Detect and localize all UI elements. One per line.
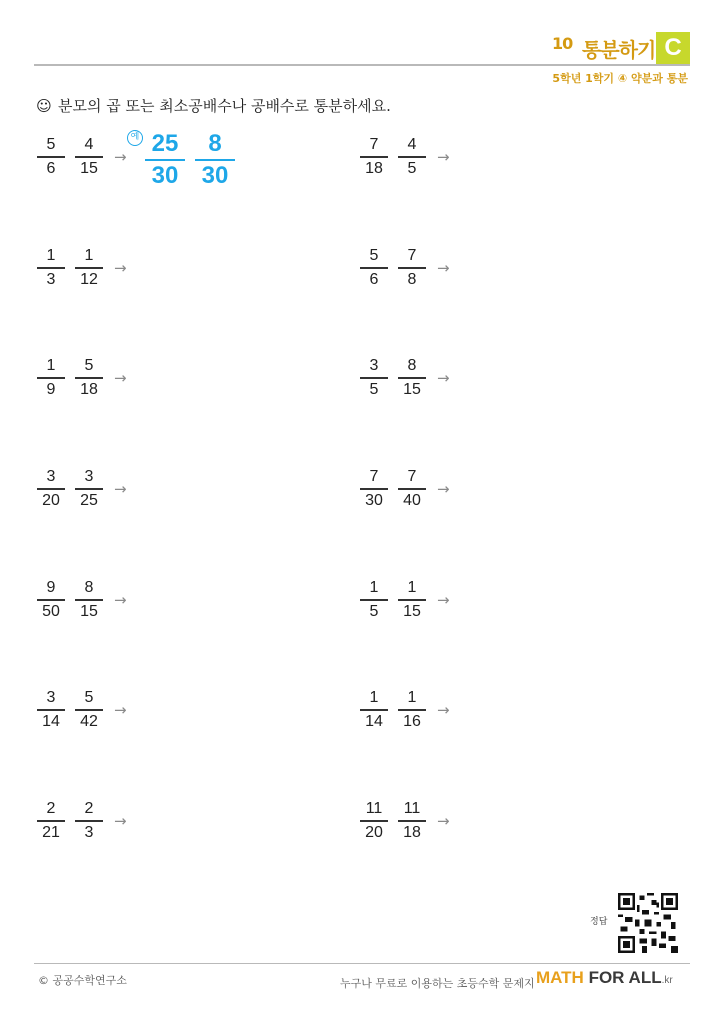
denominator: 30 [201, 162, 229, 189]
smiley-icon: ☺ [36, 97, 52, 115]
numerator: 7 [407, 247, 417, 265]
fraction-bar [37, 709, 65, 711]
numerator: 7 [369, 468, 379, 486]
example-mark: 예 [127, 130, 143, 146]
fraction [74, 246, 104, 290]
fraction [36, 135, 66, 179]
arrow-icon: → [437, 259, 450, 277]
fraction-bar [398, 267, 426, 269]
fraction-bar [37, 599, 65, 601]
arrow-icon: → [114, 812, 127, 830]
qr-code-icon[interactable] [618, 893, 678, 953]
fraction-bar [360, 377, 388, 379]
numerator: 9 [46, 579, 56, 597]
fraction-bar [398, 488, 426, 490]
fraction-bar [75, 156, 103, 158]
denominator: 40 [403, 491, 421, 509]
problem-right-4 [359, 465, 450, 513]
denominator: 15 [80, 159, 98, 177]
denominator: 14 [42, 712, 60, 730]
fraction [36, 356, 66, 400]
fraction [36, 246, 66, 290]
denominator: 21 [42, 823, 60, 841]
fraction-bar [360, 820, 388, 822]
numerator: 5 [84, 357, 94, 375]
instruction [36, 95, 391, 116]
numerator: 8 [407, 357, 417, 375]
numerator: 8 [208, 130, 222, 157]
level-badge: C [656, 32, 690, 64]
numerator: 3 [46, 689, 56, 707]
denominator: 14 [365, 712, 383, 730]
fraction-bar [75, 599, 103, 601]
brand-domain: .kr [661, 975, 673, 986]
fraction [397, 135, 427, 179]
denominator: 18 [403, 823, 421, 841]
denominator: 25 [80, 491, 98, 509]
arrow-icon: → [437, 591, 450, 609]
fraction-bar [37, 488, 65, 490]
arrow-icon: → [114, 259, 127, 277]
fraction [74, 688, 104, 732]
numerator: 8 [84, 579, 94, 597]
denominator: 3 [46, 270, 56, 288]
problem-right-7 [359, 797, 450, 845]
problem-right-5 [359, 576, 450, 624]
problem-left-7 [36, 797, 127, 845]
numerator: 2 [46, 800, 56, 818]
numerator: 7 [407, 468, 417, 486]
denominator: 12 [80, 270, 98, 288]
fraction [36, 578, 66, 622]
fraction [36, 688, 66, 732]
problem-right-3 [359, 354, 450, 402]
fraction-bar [195, 159, 235, 161]
numerator: 3 [84, 468, 94, 486]
numerator: 4 [84, 136, 94, 154]
fraction-bar [360, 709, 388, 711]
problem-left-6 [36, 686, 127, 734]
numerator: 5 [369, 247, 379, 265]
fraction-bar [398, 820, 426, 822]
problem-right-1 [359, 133, 450, 181]
numerator: 3 [46, 468, 56, 486]
fraction-bar [398, 599, 426, 601]
numerator: 11 [403, 800, 421, 818]
numerator: 1 [369, 579, 379, 597]
copyright: © 공공수학연구소 [38, 974, 127, 987]
fraction [74, 578, 104, 622]
numerator: 1 [407, 579, 417, 597]
arrow-icon: → [114, 369, 127, 387]
denominator: 42 [80, 712, 98, 730]
fraction [397, 688, 427, 732]
numerator: 2 [84, 800, 94, 818]
numerator: 7 [369, 136, 379, 154]
numerator: 1 [407, 689, 417, 707]
fraction [36, 467, 66, 511]
problem-left-5 [36, 576, 127, 624]
numerator: 1 [84, 247, 94, 265]
denominator: 8 [407, 270, 417, 288]
fraction-bar [75, 267, 103, 269]
problem-right-6 [359, 686, 450, 734]
denominator: 5 [369, 602, 379, 620]
fraction-bar [145, 159, 185, 161]
denominator: 15 [403, 380, 421, 398]
arrow-icon: → [437, 480, 450, 498]
problem-left-3 [36, 354, 127, 402]
numerator: 4 [407, 136, 417, 154]
arrow-icon: → [437, 369, 450, 387]
fraction-bar [37, 820, 65, 822]
footer-tagline: 누구나 무료로 이용하는 초등수학 문제지 [340, 977, 535, 990]
fraction [397, 246, 427, 290]
arrow-icon: → [437, 812, 450, 830]
fraction-bar [360, 488, 388, 490]
fraction [359, 799, 389, 843]
fraction-bar [360, 267, 388, 269]
fraction-bar [37, 267, 65, 269]
fraction [397, 356, 427, 400]
numerator: 5 [84, 689, 94, 707]
instruction-text: 분모의 곱 또는 최소공배수나 공배수로 통분하세요. [58, 97, 391, 115]
fraction [397, 578, 427, 622]
arrow-icon: → [114, 701, 127, 719]
fraction-bar [398, 156, 426, 158]
worksheet-title: 통분하기 [582, 38, 656, 62]
fraction-bar [398, 377, 426, 379]
footer-divider [34, 963, 690, 964]
example-answer-fraction-2 [195, 130, 235, 190]
denominator: 6 [46, 159, 56, 177]
denominator: 5 [407, 159, 417, 177]
fraction [74, 356, 104, 400]
arrow-icon: → [437, 701, 450, 719]
brand-math: MATH [536, 968, 584, 987]
denominator: 20 [365, 823, 383, 841]
fraction-bar [360, 156, 388, 158]
worksheet-subtitle: 5학년 1학기 ④ 약분과 통분 [552, 72, 688, 85]
denominator: 50 [42, 602, 60, 620]
fraction [397, 799, 427, 843]
denominator: 3 [84, 823, 94, 841]
denominator: 20 [42, 491, 60, 509]
numerator: 1 [46, 357, 56, 375]
brand-logo[interactable] [536, 968, 673, 988]
numerator: 5 [46, 136, 56, 154]
fraction [36, 799, 66, 843]
fraction-bar [75, 820, 103, 822]
denominator: 15 [403, 602, 421, 620]
fraction [397, 467, 427, 511]
example-answer [145, 130, 245, 190]
arrow-icon: → [114, 480, 127, 498]
fraction-bar [360, 599, 388, 601]
numerator: 1 [46, 247, 56, 265]
fraction-bar [75, 377, 103, 379]
problem-left-4 [36, 465, 127, 513]
problem-right-2 [359, 244, 450, 292]
fraction [359, 356, 389, 400]
fraction [359, 246, 389, 290]
arrow-icon: → [437, 148, 450, 166]
fraction-bar [398, 709, 426, 711]
numerator: 1 [369, 689, 379, 707]
numerator: 3 [369, 357, 379, 375]
fraction-bar [75, 709, 103, 711]
denominator: 15 [80, 602, 98, 620]
fraction-bar [75, 488, 103, 490]
fraction [74, 467, 104, 511]
brand-forall: FOR ALL [583, 968, 662, 987]
arrow-icon: → [114, 148, 127, 166]
denominator: 30 [151, 162, 179, 189]
worksheet-number: 10 [552, 34, 573, 53]
arrow-icon: → [114, 591, 127, 609]
problem-left-2 [36, 244, 127, 292]
fraction [359, 467, 389, 511]
denominator: 30 [365, 491, 383, 509]
denominator: 18 [80, 380, 98, 398]
denominator: 16 [403, 712, 421, 730]
problem-left-1 [36, 133, 127, 181]
header-divider [34, 64, 690, 66]
fraction [359, 688, 389, 732]
fraction [74, 135, 104, 179]
denominator: 18 [365, 159, 383, 177]
fraction [359, 135, 389, 179]
answer-key-label: 정답 [590, 917, 608, 927]
denominator: 6 [369, 270, 379, 288]
fraction-bar [37, 377, 65, 379]
fraction-bar [37, 156, 65, 158]
denominator: 9 [46, 380, 56, 398]
example-answer-fraction-1 [145, 130, 185, 190]
denominator: 5 [369, 380, 379, 398]
fraction [74, 799, 104, 843]
fraction [359, 578, 389, 622]
numerator: 25 [151, 130, 179, 157]
numerator: 11 [365, 800, 383, 818]
